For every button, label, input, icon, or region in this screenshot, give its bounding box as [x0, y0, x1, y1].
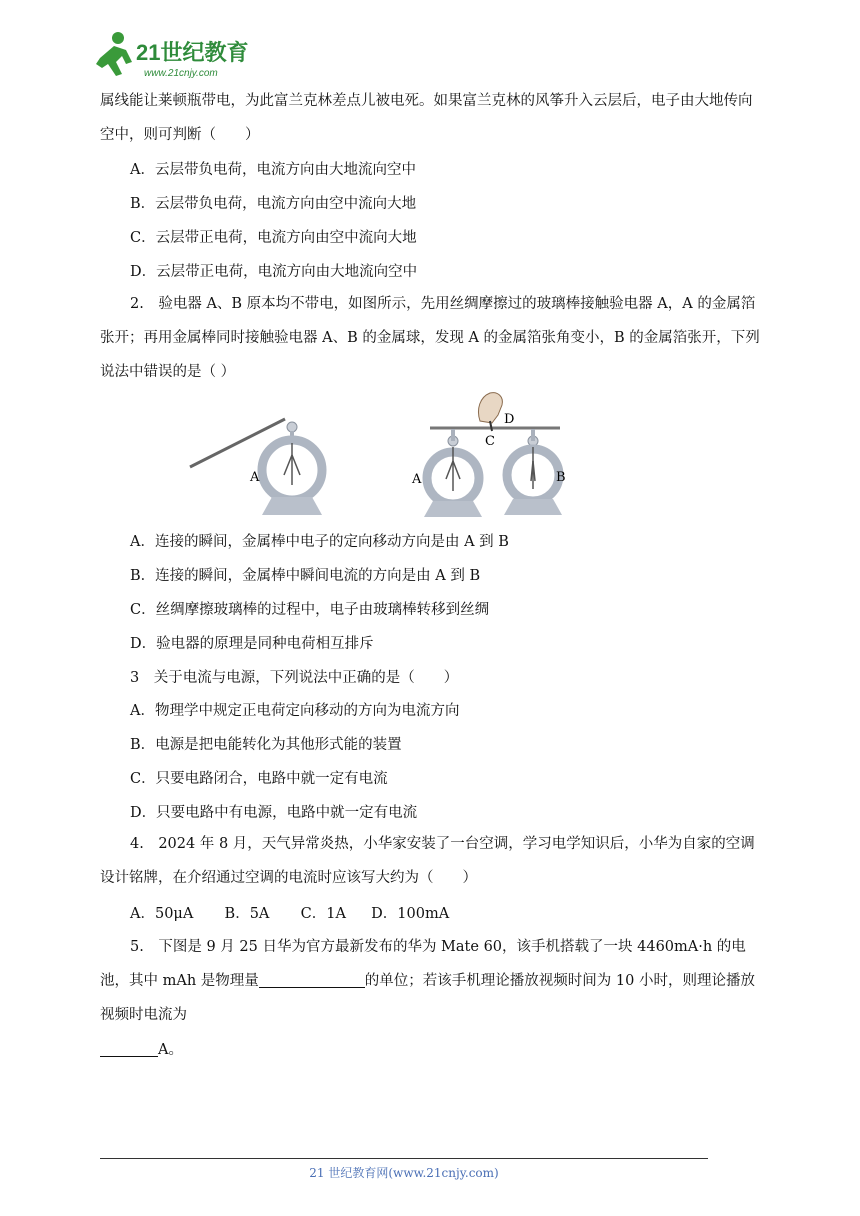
q3-option-b: B．电源是把电能转化为其他形式能的装置: [130, 737, 402, 753]
q1-option-c: C．云层带正电荷，电流方向由空中流向大地: [130, 230, 417, 246]
q4-stem: 4. 2024 年 8 月，天气异常炎热，小华家安装了一台空调，学习电学知识后，小华为自家的空调设计铭牌，在介绍通过空调的电流时应该写大约为（ ）: [100, 836, 755, 886]
q2-stem: 2. 验电器 A、B 原本均不带电，如图所示，先用丝绸摩擦过的玻璃棒接触验电器 A，A 的金属箔张开；再用金属棒同时接触验电器 A、B 的金属球，发现 A 的金属箔张角变小，B 的金属箔张开，下列说法中错误的是（ ）: [100, 296, 760, 380]
q1-option-d: D．云层带正电荷，电流方向由大地流向空中: [130, 264, 418, 280]
label-c: C: [485, 434, 495, 449]
q2-option-d: D．验电器的原理是同种电荷相互排斥: [130, 636, 374, 652]
q4-option-b: B．5A: [224, 906, 270, 922]
site-logo: [92, 28, 262, 84]
label-b: B: [556, 470, 566, 485]
runner-icon: [96, 32, 132, 76]
logo-url: www.21cnjy.com: [144, 68, 218, 79]
q4-option-c: C．1A: [300, 906, 346, 922]
label-d: D: [504, 412, 515, 427]
label-a-left: A: [250, 470, 260, 485]
electroscope-b: [504, 429, 562, 515]
q5-answer-line: [100, 1038, 183, 1059]
hand-icon: [478, 393, 502, 431]
logo-text: 21世纪教育: [136, 40, 249, 65]
q4-options: [130, 902, 449, 923]
q5-blank-2[interactable]: [100, 1040, 158, 1057]
q3-option-c: C．只要电路闭合，电路中就一定有电流: [130, 771, 388, 787]
q1-stem: 属线能让莱顿瓶带电，为此富兰克林差点儿被电死。如果富兰克林的风筝升入云层后，电子由大地传向空中，则可判断（ ）: [100, 93, 753, 143]
q4-option-d: D．100mA: [371, 906, 450, 922]
q3-option-d: D．只要电路中有电源，电路中就一定有电流: [130, 805, 418, 821]
q5-stem: [100, 930, 764, 1032]
q3-stem: 3 关于电流与电源，下列说法中正确的是（ ）: [130, 670, 459, 686]
q1-option-b: B．云层带负电荷，电流方向由空中流向大地: [130, 196, 417, 212]
q4-option-a: A．50μA: [130, 906, 194, 922]
electroscope-a-left: [262, 422, 322, 515]
q5-text-1: 5. 下图是 9 月 25 日华为官方最新发布的华为 Mate 60，该手机搭载了一块 4460mA·h 的电池，其中 mAh 是物理量: [100, 939, 746, 989]
label-a-right: A: [412, 472, 422, 487]
q2-option-c: C．丝绸摩擦玻璃棒的过程中，电子由玻璃棒转移到丝绸: [130, 602, 490, 618]
q3-option-a: A．物理学中规定正电荷定向移动的方向为电流方向: [130, 703, 460, 719]
footer-divider: [100, 1158, 708, 1159]
electroscope-figure: [180, 385, 580, 525]
q5-text-2: 的单位；若该手机理论播放视频时间为 10 小时，则理论播放视频时电流为: [100, 973, 755, 1023]
q5-blank-1[interactable]: [259, 971, 365, 988]
q2-option-b: B．连接的瞬间，金属棒中瞬间电流的方向是由 A 到 B: [130, 568, 481, 584]
q1-option-a: A．云层带负电荷，电流方向由大地流向空中: [130, 162, 416, 178]
q2-option-a: A．连接的瞬间，金属棒中电子的定向移动方向是由 A 到 B: [130, 534, 509, 550]
q5-text-3: A。: [158, 1042, 183, 1058]
footer-text: 21 世纪教育网(www.21cnjy.com): [309, 1166, 499, 1180]
electroscope-a-right: [424, 429, 482, 517]
